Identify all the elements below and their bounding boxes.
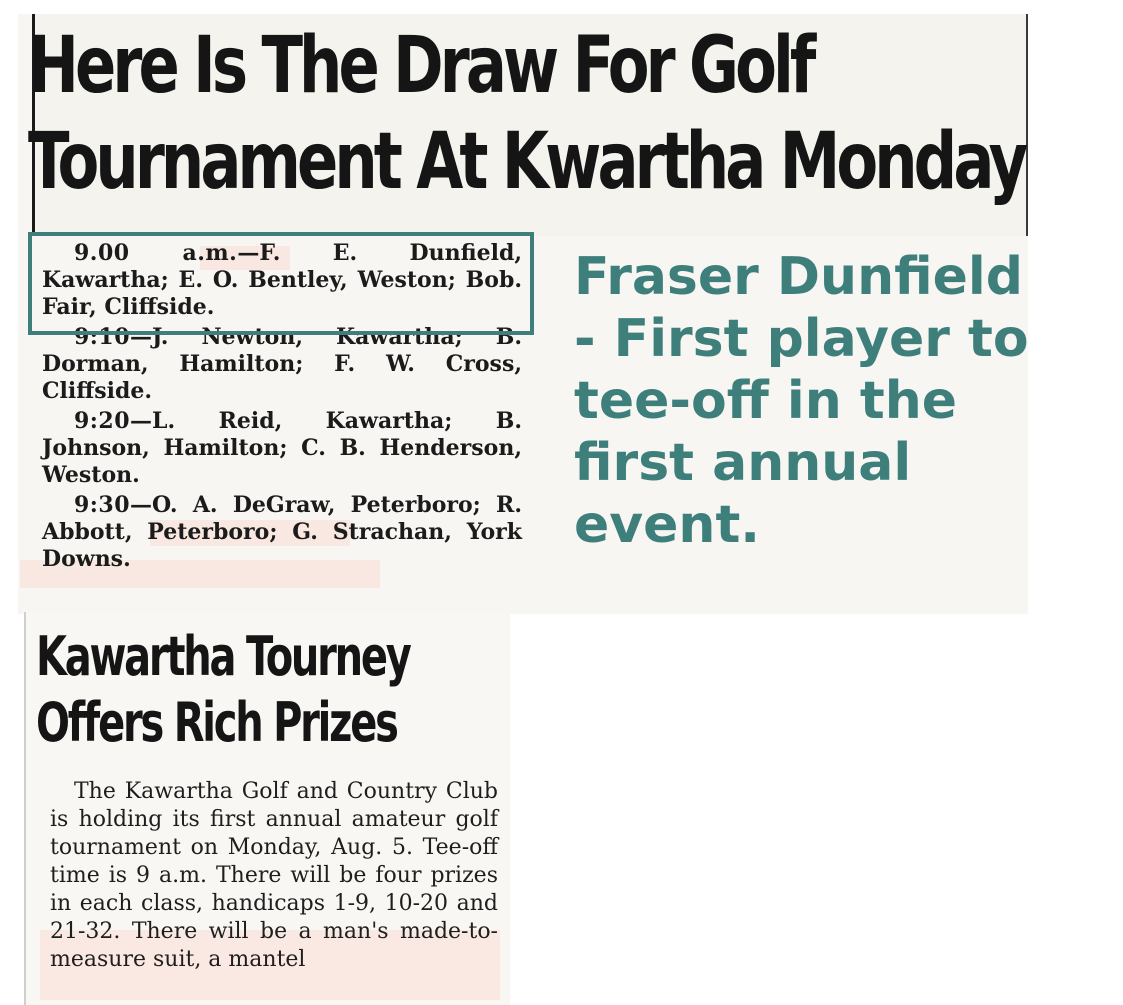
tee-time: 9:20 [74, 408, 131, 434]
tee-time: 9:10 [74, 324, 131, 350]
tee-time: 9:30 [74, 492, 131, 518]
tee-time-entry: 9:30—O. A. DeGraw, Peterboro; R. Abbott, Peterboro; G. Strachan, York Downs. [42, 492, 522, 572]
headline-top-line2: Tournament At Kwartha Monday [28, 117, 1025, 207]
headline-second [36, 624, 410, 756]
story-paragraph: The Kawartha Golf and Country Club is holding its first annual amateur golf tournament on Monday, Aug. 5. Tee-off time is 9 a.m. There will be four prizes in each class, handicaps 1-9, 10-20 and 21-32. There will be a man's made-to-measure suit, a mantel [50, 779, 498, 972]
tee-time: 9.00 a.m. [74, 240, 238, 266]
tee-time-entry: 9.00 a.m.—F. E. Dunfield, Kawartha; E. O. Bentley, Weston; Bob. Fair, Cliffside. [42, 240, 523, 320]
highlight-box [28, 232, 534, 335]
tee-time-players: F. E. Dunfield, Kawartha; E. O. Bentley, Weston; Bob. Fair, Cliffside. [42, 240, 523, 320]
annotation-line: first annual [574, 433, 912, 493]
annotation-line: tee-off in the [574, 371, 958, 431]
tee-time-players: L. Reid, Kawartha; B. Johnson, Hamilton; C. B. Henderson, Weston. [42, 408, 522, 488]
headline-top [28, 18, 1025, 210]
annotation-line: Fraser Dunfield [574, 247, 1023, 307]
tee-time-entry: 9:20—L. Reid, Kawartha; B. Johnson, Hamilton; C. B. Henderson, Weston. [42, 408, 522, 488]
headline-top-line1: Here Is The Draw For Golf [28, 21, 813, 111]
headline-second-line1: Kawartha Tourney [36, 625, 410, 688]
annotation-line: event. [574, 495, 761, 555]
annotation-callout [574, 246, 1094, 556]
story-body [50, 778, 498, 974]
tee-time-players: J. Newton, Kawartha; B. Dorman, Hamilton; F. W. Cross, Cliffside. [42, 324, 522, 404]
headline-second-line2: Offers Rich Prizes [36, 691, 397, 754]
annotation-line: - First player to [574, 309, 1029, 369]
tee-time-entry: 9:10—J. Newton, Kawartha; B. Dorman, Hamilton; F. W. Cross, Cliffside. [42, 324, 522, 404]
tee-time-players: O. A. DeGraw, Peterboro; R. Abbott, Peterboro; G. Strachan, York Downs. [42, 492, 522, 572]
